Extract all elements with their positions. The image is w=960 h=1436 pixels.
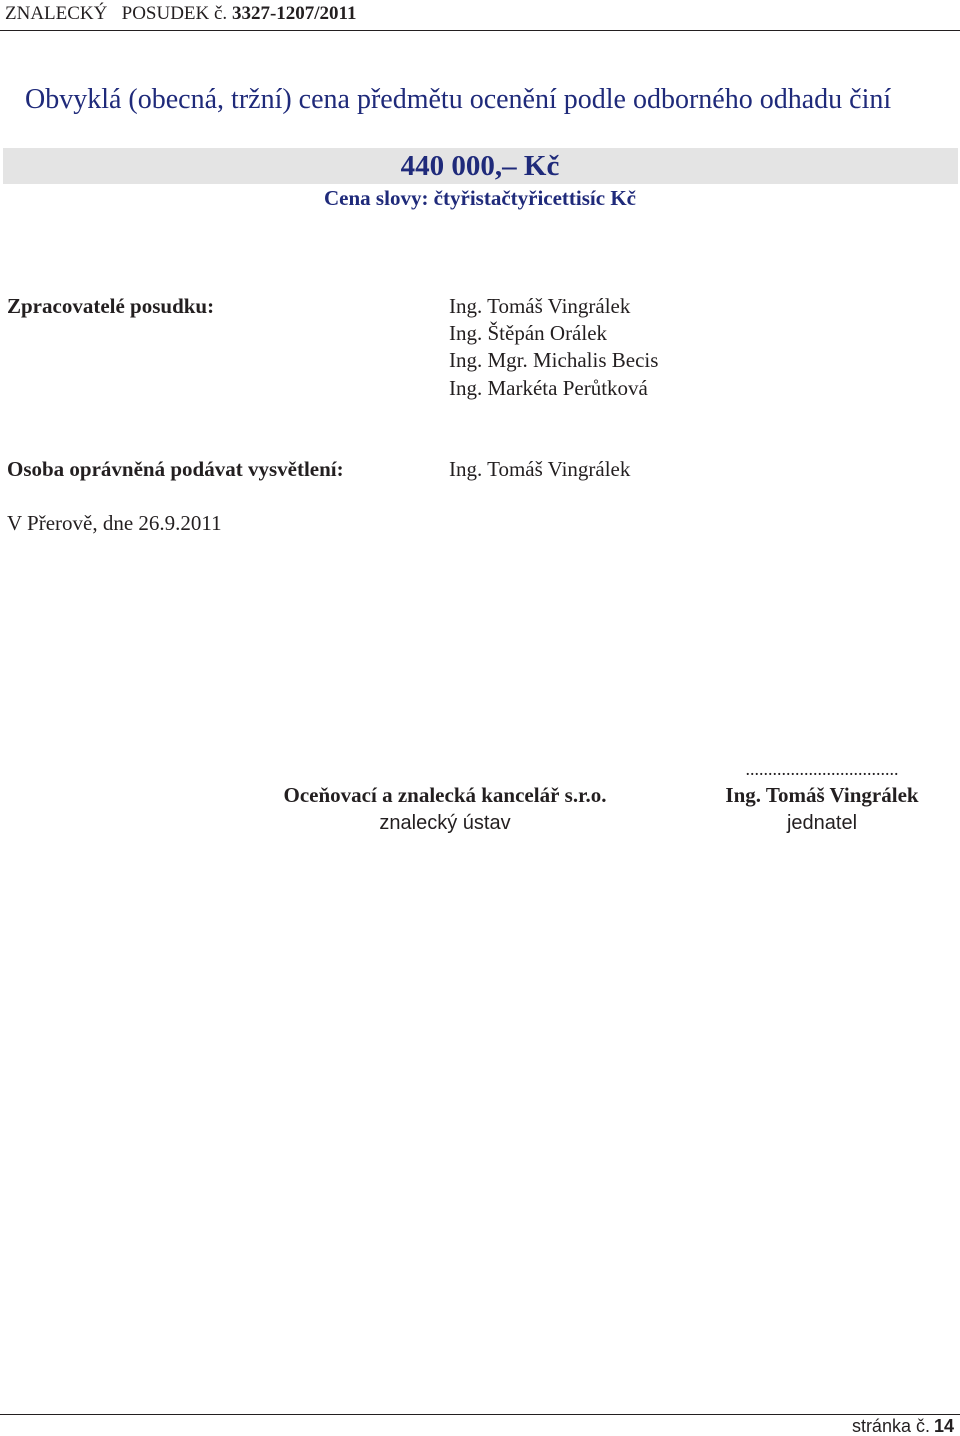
company-name: Oceňovací a znalecká kancelář s.r.o. — [283, 783, 607, 807]
price-in-words: Cena slovy: čtyřistačtyřicettisíc Kč — [324, 186, 636, 210]
footer-divider — [0, 1414, 960, 1415]
authors-label: Zpracovatelé posudku: — [7, 294, 215, 318]
author-name: Ing. Štěpán Orálek — [449, 321, 608, 345]
page-number: 14 — [933, 1416, 954, 1436]
page-number-footer — [852, 1416, 954, 1436]
contact-person-name: Ing. Tomáš Vingrálek — [449, 457, 631, 481]
place-and-date: V Přerově, dne 26.9.2011 — [7, 511, 222, 535]
contact-person-label: Osoba oprávněná podávat vysvětlení: — [7, 457, 344, 481]
page-label: stránka č. — [851, 1416, 930, 1436]
header-title: ZNALECKÝ POSUDEK č. — [5, 3, 228, 24]
signature-line: .................................. — [745, 759, 899, 779]
signatory-name: Ing. Tomáš Vingrálek — [725, 783, 919, 807]
author-name: Ing. Mgr. Michalis Becis — [449, 348, 659, 372]
document-header — [5, 3, 357, 25]
valuation-heading: Obvyklá (obecná, tržní) cena předmětu ocenění podle odborného odhadu činí — [25, 84, 892, 115]
header-divider — [0, 30, 960, 31]
price-amount: 440 000,– Kč — [400, 150, 560, 182]
author-name: Ing. Markéta Perůtková — [449, 376, 648, 400]
header-reference: 3327-1207/2011 — [231, 3, 357, 24]
author-name: Ing. Tomáš Vingrálek — [449, 294, 631, 318]
company-type: znalecký ústav — [379, 812, 511, 834]
signatory-role: jednatel — [786, 812, 858, 834]
